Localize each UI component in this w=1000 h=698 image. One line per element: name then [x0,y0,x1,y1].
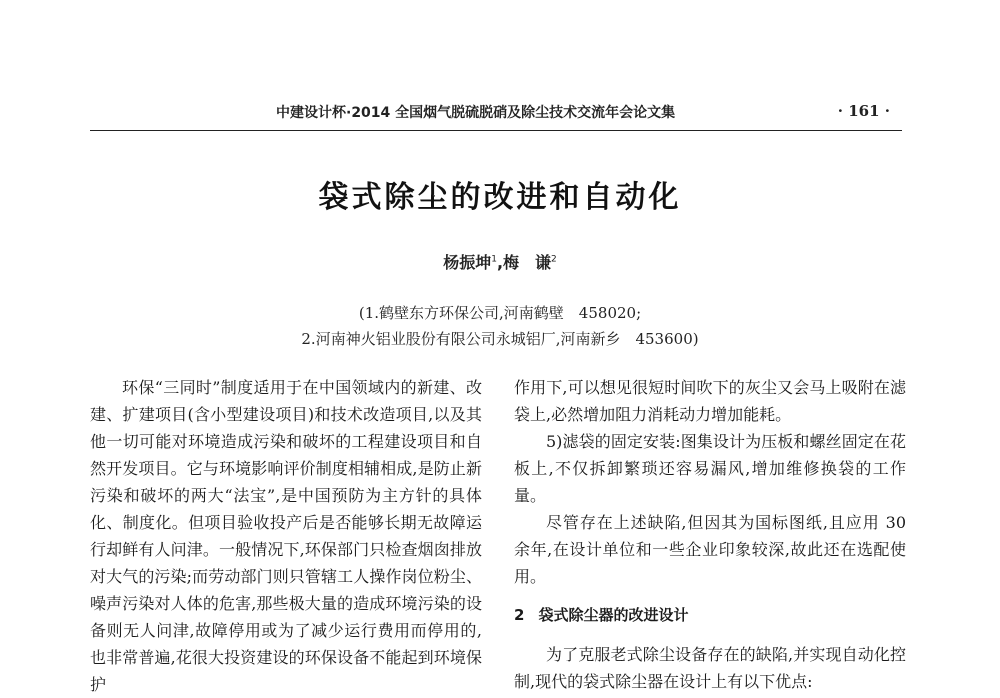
body-paragraph: 为了克服老式除尘设备存在的缺陷,并实现自动化控制,现代的袋式除尘器在设计上有以下优点: [514,645,906,691]
body-column-right [514,374,906,695]
section-heading [514,602,906,629]
body-column-left [90,374,482,698]
section-number: 2 [514,606,525,624]
paper-title: 袋式除尘的改进和自动化 [318,180,682,215]
author-separator: , [496,253,504,272]
page-number: · 161 · [837,102,890,120]
affiliation-line: (1.鹤壁东方环保公司,河南鹤壁 458020; [358,304,642,322]
author-affil-mark: 2 [551,254,557,265]
body-paragraph: 作用下,可以想见很短时间吹下的灰尘又会马上吸附在滤袋上,必然增加阻力消耗动力增加能耗。 [514,378,906,424]
author-name: 杨振坤 [443,253,492,272]
running-head-title: 中建设计杯·2014 全国烟气脱硫脱硝及除尘技术交流年会论文集 [276,105,676,121]
author-affil-mark: 1 [491,254,497,265]
author-name: 梅 谦 [503,253,552,272]
body-paragraph: 5)滤袋的固定安装:图集设计为压板和螺丝固定在花板上,不仅拆卸繁琐还容易漏风,增加维修换袋的工作量。 [514,432,906,505]
body-paragraph: 环保“三同时”制度适用于在中国领域内的新建、改建、扩建项目(含小型建设项目)和技术改造项目,以及其他一切可能对环境造成污染和破坏的工程建设项目和自然开发项目。它与环境影响评价制度相辅相成,是防止新污染和破坏的两大“法宝”,是中国预防为主方针的具体化、制度化。但项目验收投产后是否能够长期无故障运行却鲜有人问津。一般情况下,环保部门只检查烟囱排放对大气的污染;而劳动部门则只管辖工人操作岗位粉尘、噪声污染对人体的危害,那些极大量的造成环境污染的设备则无人问津,故障停用或为了减少运行费用而停用的,也非常普遍,花很大投资建设的环保设备不能起到环境保护 [90,378,482,694]
affiliation-line: 2.河南神火铝业股份有限公司永城铝厂,河南新乡 453600) [301,330,699,348]
section-title: 袋式除尘器的改进设计 [538,606,689,624]
body-paragraph: 尽管存在上述缺陷,但因其为国标图纸,且应用 30 余年,在设计单位和一些企业印象较深,故此还在选配使用。 [514,513,906,586]
running-head [90,96,902,131]
author-line [0,250,1000,273]
